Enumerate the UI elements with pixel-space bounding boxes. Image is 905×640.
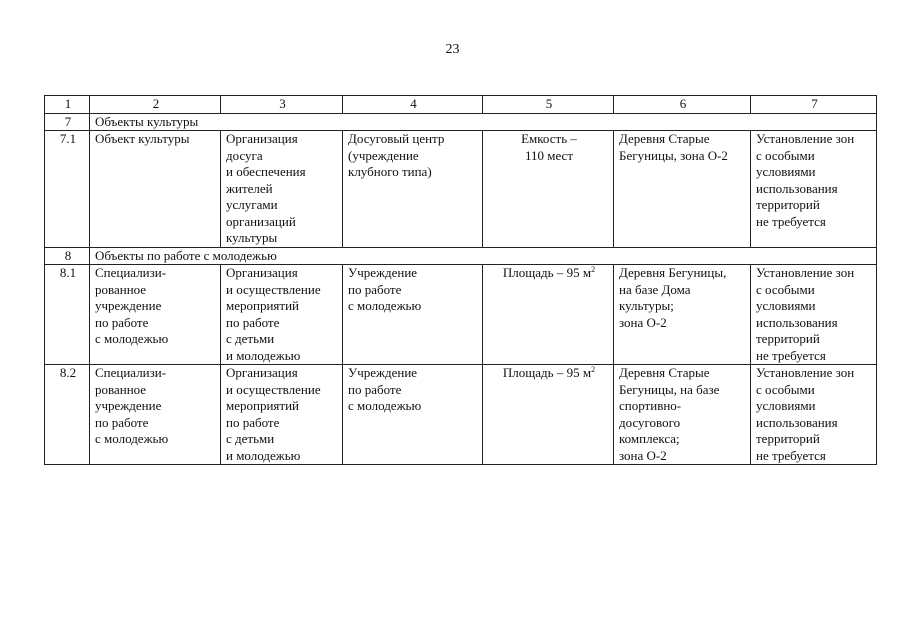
location-cell: Деревня Бегуницы, на базе Дома культуры; зона О-2 xyxy=(614,265,751,365)
row-number: 8.1 xyxy=(45,265,90,365)
capacity-cell xyxy=(483,365,614,465)
table-row xyxy=(45,131,877,248)
section-header-row xyxy=(45,113,877,131)
object-name-cell: Специализи- рованное учреждение по работе с молодежью xyxy=(90,265,221,365)
row-number: 8.2 xyxy=(45,365,90,465)
facility-type-cell: Учреждение по работе с молодежью xyxy=(343,265,483,365)
table-row xyxy=(45,265,877,365)
capacity-text: Площадь – 95 м xyxy=(502,265,592,280)
column-number-row xyxy=(45,96,877,114)
location-cell: Деревня Старые Бегуницы, зона О-2 xyxy=(614,131,751,248)
superscript: 2 xyxy=(591,365,596,374)
purpose-cell: Организация досуга и обеспечения жителей услугами организаций культуры xyxy=(221,131,343,248)
zones-cell: Установление зон с особыми условиями использования территорий не требуется xyxy=(751,365,877,465)
object-name-cell: Специализи- рованное учреждение по работе с молодежью xyxy=(90,365,221,465)
section-number: 7 xyxy=(45,113,90,131)
facility-type-cell: Учреждение по работе с молодежью xyxy=(343,365,483,465)
object-name-cell: Объект культуры xyxy=(90,131,221,248)
section-header-row xyxy=(45,247,877,265)
location-cell: Деревня Старые Бегуницы, на базе спортивно- досугового комплекса; зона О-2 xyxy=(614,365,751,465)
zones-cell: Установление зон с особыми условиями использования территорий не требуется xyxy=(751,131,877,248)
column-number: 1 xyxy=(45,96,90,114)
table-row xyxy=(45,365,877,465)
row-number: 7.1 xyxy=(45,131,90,248)
column-number: 2 xyxy=(90,96,221,114)
column-number: 3 xyxy=(221,96,343,114)
column-number: 5 xyxy=(483,96,614,114)
column-number: 6 xyxy=(614,96,751,114)
page-number: 23 xyxy=(445,42,460,57)
capacity-cell xyxy=(483,265,614,365)
column-number: 7 xyxy=(751,96,877,114)
zones-cell: Установление зон с особыми условиями использования территорий не требуется xyxy=(751,265,877,365)
capacity-text: Площадь – 95 м xyxy=(502,365,592,380)
planning-table xyxy=(44,95,877,465)
superscript: 2 xyxy=(591,265,596,274)
capacity-cell: Емкость – 110 мест xyxy=(483,131,614,248)
purpose-cell: Организация и осуществление мероприятий по работе с детьми и молодежью xyxy=(221,265,343,365)
section-title: Объекты культуры xyxy=(90,113,877,131)
section-title: Объекты по работе с молодежью xyxy=(90,247,877,265)
purpose-cell: Организация и осуществление мероприятий по работе с детьми и молодежью xyxy=(221,365,343,465)
facility-type-cell: Досуговый центр (учреждение клубного типа) xyxy=(343,131,483,248)
column-number: 4 xyxy=(343,96,483,114)
section-number: 8 xyxy=(45,247,90,265)
